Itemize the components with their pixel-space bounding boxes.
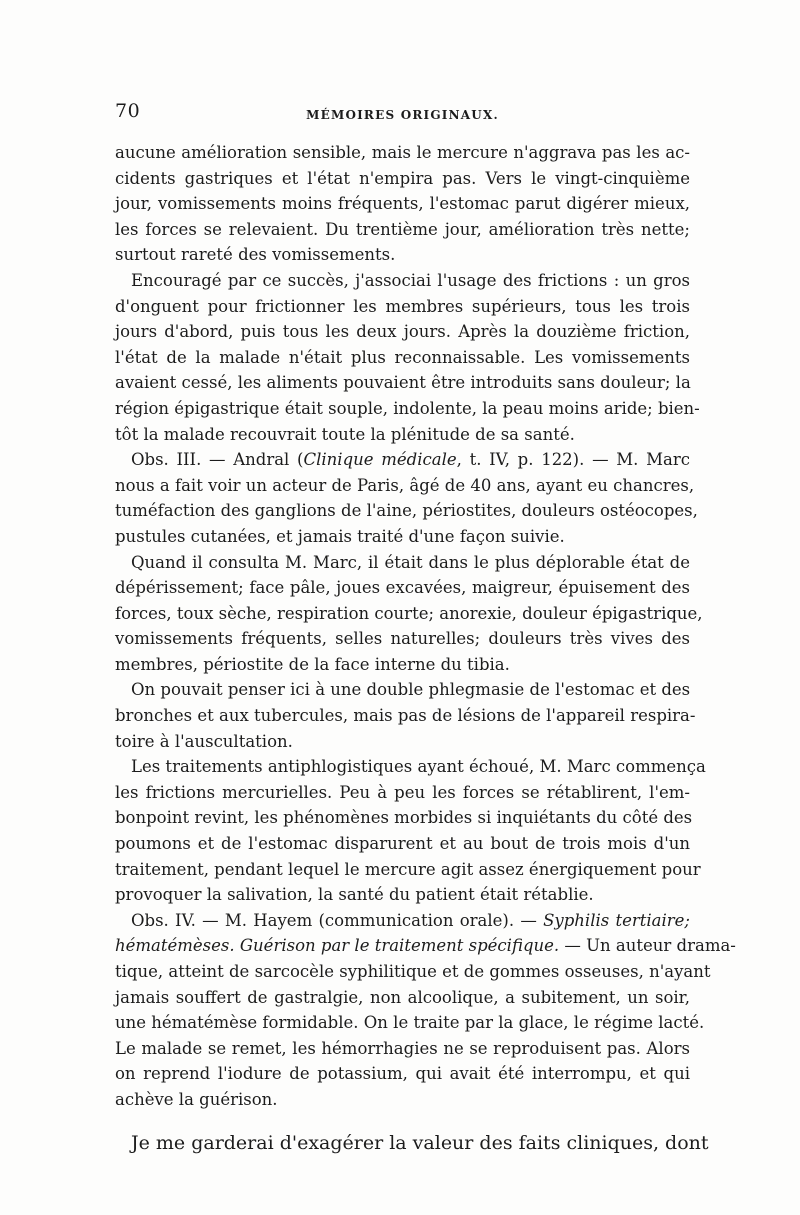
- paragraph: [115, 550, 703, 678]
- paragraph: [115, 268, 700, 447]
- text-line: les frictions mercurielles. Peu à peu les forces se rétablirent, l'em-: [115, 782, 690, 802]
- running-title: MÉMOIRES ORIGINAUX.: [306, 108, 499, 122]
- text-line: On pouvait penser ici à une double phlegmasie de l'estomac et des: [131, 680, 691, 700]
- text-line: avaient cessé, les aliments pouvaient être introduits sans douleur; la: [115, 373, 691, 393]
- body-text: [115, 140, 736, 1159]
- text-line: Quand il consulta M. Marc, il était dans le plus déplorable état de: [131, 552, 690, 572]
- text-line: nous a fait voir un acteur de Paris, âgé de 40 ans, ayant eu chancres,: [115, 475, 695, 495]
- observation-4: [115, 908, 736, 1113]
- paragraph: [115, 754, 706, 908]
- text-line: Encouragé par ce succès, j'associai l'usage des frictions : un gros: [131, 270, 690, 290]
- paragraph: [115, 140, 690, 268]
- observation-subtitle: hématémèses. Guérison par le traitement spécifique.: [115, 936, 560, 956]
- text-line: forces, toux sèche, respiration courte; anorexie, douleur épigastrique,: [115, 603, 703, 623]
- text-line: vomissements fréquents, selles naturelles; douleurs très vives des: [115, 629, 690, 649]
- text-line: région épigastrique était souple, indolente, la peau moins aride; bien-: [115, 398, 700, 418]
- page-number: 70: [115, 100, 141, 122]
- text-line: traitement, pendant lequel le mercure agit assez énergiquement pour: [115, 859, 701, 879]
- paragraph: [115, 677, 696, 754]
- text-line: aucune amélioration sensible, mais le mercure n'aggrava pas les ac-: [115, 143, 690, 162]
- page-header: [115, 100, 690, 130]
- text-line: [115, 933, 736, 959]
- text-line: Les traitements antiphlogistiques ayant échoué, M. Marc commença: [131, 757, 706, 777]
- text-line: d'onguent pour frictionner les membres supérieurs, tous les trois: [115, 296, 690, 316]
- text-line: les forces se relevaient. Du trentième jour, amélioration très nette;: [115, 219, 690, 239]
- closing-line: Je me garderai d'exagérer la valeur des faits cliniques, dont: [131, 1131, 709, 1154]
- text-line: surtout rareté des vomissements.: [115, 245, 396, 265]
- text-line: on reprend l'iodure de potassium, qui avait été interrompu, et qui: [115, 1064, 690, 1084]
- cited-work-title: Clinique médicale: [303, 450, 457, 470]
- text-line: provoquer la salivation, la santé du patient était rétablie.: [115, 885, 594, 905]
- text-line: jamais souffert de gastralgie, non alcoolique, a subitement, un soir,: [115, 987, 690, 1007]
- observation-heading: Obs. III. — Andral (: [131, 450, 304, 470]
- text-line: une hématémèse formidable. On le traite par la glace, le régime lacté.: [115, 1013, 705, 1033]
- text-line: bonpoint revint, les phénomènes morbides si inquiétants du côté des: [115, 808, 693, 828]
- text-line: poumons et de l'estomac disparurent et au bout de trois mois d'un: [115, 834, 690, 854]
- text-segment: , t. IV, p. 122). — M. Marc: [456, 450, 690, 470]
- text-line: toire à l'auscultation.: [115, 731, 293, 751]
- text-line: membres, périostite de la face interne du tibia.: [115, 654, 510, 674]
- text-line: dépérissement; face pâle, joues excavées, maigreur, épuisement des: [115, 578, 690, 598]
- text-line: tuméfaction des ganglions de l'aine, périostites, douleurs ostéocopes,: [115, 501, 698, 521]
- observation-subtitle: Syphilis tertiaire;: [543, 910, 690, 930]
- text-line: Le malade se remet, les hémorrhagies ne se reproduisent pas. Alors: [115, 1038, 690, 1058]
- text-line: l'état de la malade n'était plus reconnaissable. Les vomissements: [115, 347, 690, 367]
- text-line: pustules cutanées, et jamais traité d'une façon suivie.: [115, 526, 565, 546]
- text-line: tôt la malade recouvrait toute la plénitude de sa santé.: [115, 424, 575, 444]
- observation-heading: Obs. IV. — M. Hayem (communication orale). —: [131, 910, 544, 930]
- text-line: jour, vomissements moins fréquents, l'estomac parut digérer mieux,: [115, 194, 690, 214]
- text-line: bronches et aux tubercules, mais pas de lésions de l'appareil respira-: [115, 706, 696, 726]
- text-line: [115, 908, 690, 934]
- text-line: tique, atteint de sarcocèle syphilitique et de gommes osseuses, n'ayant: [115, 962, 711, 981]
- text-segment: — Un auteur drama-: [559, 936, 736, 956]
- text-line: [115, 447, 690, 473]
- text-line: cidents gastriques et l'état n'empira pas. Vers le vingt-cinquième: [115, 168, 690, 188]
- text-line: jours d'abord, puis tous les deux jours. Après la douzième friction,: [115, 322, 690, 342]
- text-line: achève la guérison.: [115, 1089, 278, 1109]
- observation-3: [115, 447, 698, 549]
